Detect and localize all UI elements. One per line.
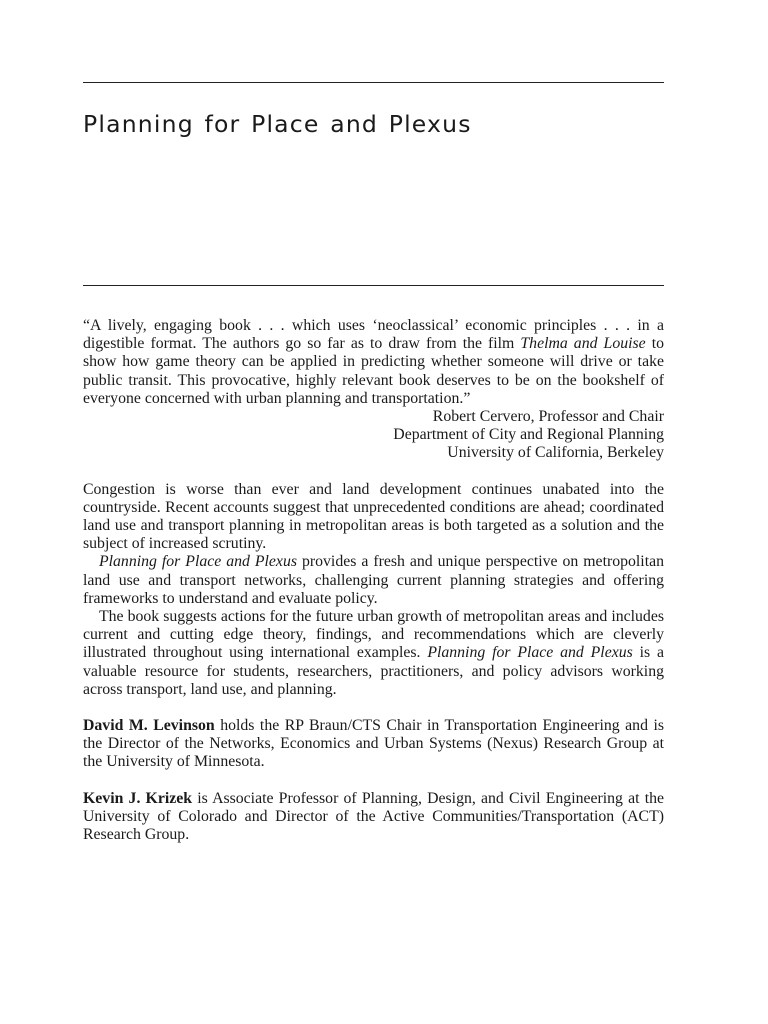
description-paragraph-2: [83, 553, 664, 608]
author-name: David M. Levinson: [83, 717, 215, 735]
author-bio-krizek: [83, 790, 664, 845]
back-cover-text: [83, 317, 664, 844]
quote-text-1: “A lively, engaging book . . . which uses ‘neoclassical’ economic principles . . . in a digestible format. The authors go so far as to draw from the film: [83, 317, 664, 353]
author-name: Kevin J. Krizek: [83, 789, 193, 807]
author-bio-text: holds the RP Braun/CTS Chair in Transportation Engineering and is the Director of the Networks, Economics and Urban Systems (Nexus) Research Group at the University of Minnesota.: [83, 717, 665, 771]
description-text: is a valuable resource for students, researchers, practitioners, and policy advisors working across transport, land use, and planning.: [83, 644, 664, 698]
title-rule: [83, 285, 664, 286]
quote-text-2: to show how game theory can be applied in predicting whether someone will drive or take public transit. This provocative, highly relevant book deserves to be on the bookshelf of everyone concerned with urban planning and transportation.”: [83, 335, 664, 407]
attribution-university: University of California, Berkeley: [447, 444, 664, 462]
endorsement-attribution: [83, 408, 664, 463]
author-bio-levinson: [83, 717, 664, 772]
quote-film-title: Thelma and Louise: [520, 335, 646, 353]
attribution-department: Department of City and Regional Planning: [393, 426, 664, 444]
description-book-title: Planning for Place and Plexus: [99, 553, 297, 571]
description-book-title: Planning for Place and Plexus: [427, 644, 633, 662]
description-paragraph-3: [83, 608, 664, 699]
book-title: Planning for Place and Plexus: [83, 109, 472, 138]
description-text: provides a fresh and unique perspective on metropolitan land use and transport networks, challenging current planning strategies and offering frameworks to understand and evaluate policy.: [83, 553, 664, 607]
top-rule: [83, 82, 664, 83]
endorsement-quote: [83, 317, 664, 408]
author-bio-text: is Associate Professor of Planning, Design, and Civil Engineering at the University of Colorado and Director of the Active Communities/​Transportation (ACT) Research Group.: [83, 789, 664, 844]
attribution-name: Robert Cervero, Professor and Chair: [432, 408, 664, 426]
description-paragraph-1: Congestion is worse than ever and land development continues unabated into the countryside. Recent accounts suggest that unprecedented conditions are ahead; coordinated land use and transport planning in metropolitan areas is both targeted as a solution and the subject of increased scrutiny.: [83, 480, 664, 553]
description-text: The book suggests actions for the future urban growth of metropolitan areas and includes current and cutting edge theory, findings, and recommendations which are cleverly illustrated throughout using international examples.: [83, 608, 664, 662]
